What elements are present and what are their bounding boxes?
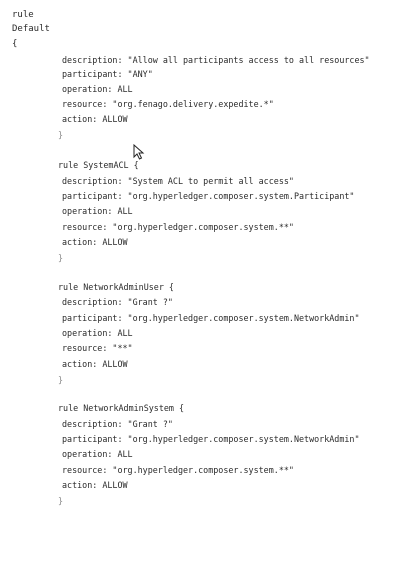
close-brace: }: [58, 253, 64, 263]
rule-participant: participant: "org.hyperledger.composer.system.Participant": [62, 191, 355, 201]
rule-name-default: Default: [12, 24, 50, 34]
mouse-pointer-icon: [133, 144, 145, 160]
rule-participant: participant: "org.hyperledger.composer.system.NetworkAdmin": [62, 313, 360, 323]
rule-resource: resource: "org.hyperledger.composer.system.**": [62, 465, 294, 475]
rule-resource: resource: "**": [62, 343, 133, 353]
close-brace: }: [58, 130, 64, 140]
rule-participant: participant: "org.hyperledger.composer.system.NetworkAdmin": [62, 434, 360, 444]
open-brace: {: [12, 39, 18, 49]
close-brace: }: [58, 375, 64, 385]
rule-resource: resource: "org.hyperledger.composer.system.**": [62, 222, 294, 232]
rule-description: description: "Grant ?": [62, 297, 173, 307]
rule-description: description: "System ACL to permit all access": [62, 176, 294, 186]
rule-description: description: "Allow all participants access to all resources": [62, 55, 370, 65]
close-brace: }: [58, 496, 64, 506]
rule-action: action: ALLOW: [62, 114, 128, 124]
rule-title-networkadminsystem: rule NetworkAdminSystem {: [58, 403, 185, 413]
rule-title-networkadminuser: rule NetworkAdminUser {: [58, 282, 174, 292]
rule-action: action: ALLOW: [62, 359, 128, 369]
rule-participant: participant: "ANY": [62, 69, 153, 79]
rule-operation: operation: ALL: [62, 206, 133, 216]
rule-action: action: ALLOW: [62, 480, 128, 490]
rule-operation: operation: ALL: [62, 328, 133, 338]
rule-resource: resource: "org.fenago.delivery.expedite.*": [62, 99, 274, 109]
rule-title-systemacl: rule SystemACL {: [58, 160, 139, 170]
rule-operation: operation: ALL: [62, 449, 133, 459]
rule-action: action: ALLOW: [62, 237, 128, 247]
rule-operation: operation: ALL: [62, 84, 133, 94]
rule-description: description: "Grant ?": [62, 419, 173, 429]
rule-keyword: rule: [12, 10, 34, 20]
